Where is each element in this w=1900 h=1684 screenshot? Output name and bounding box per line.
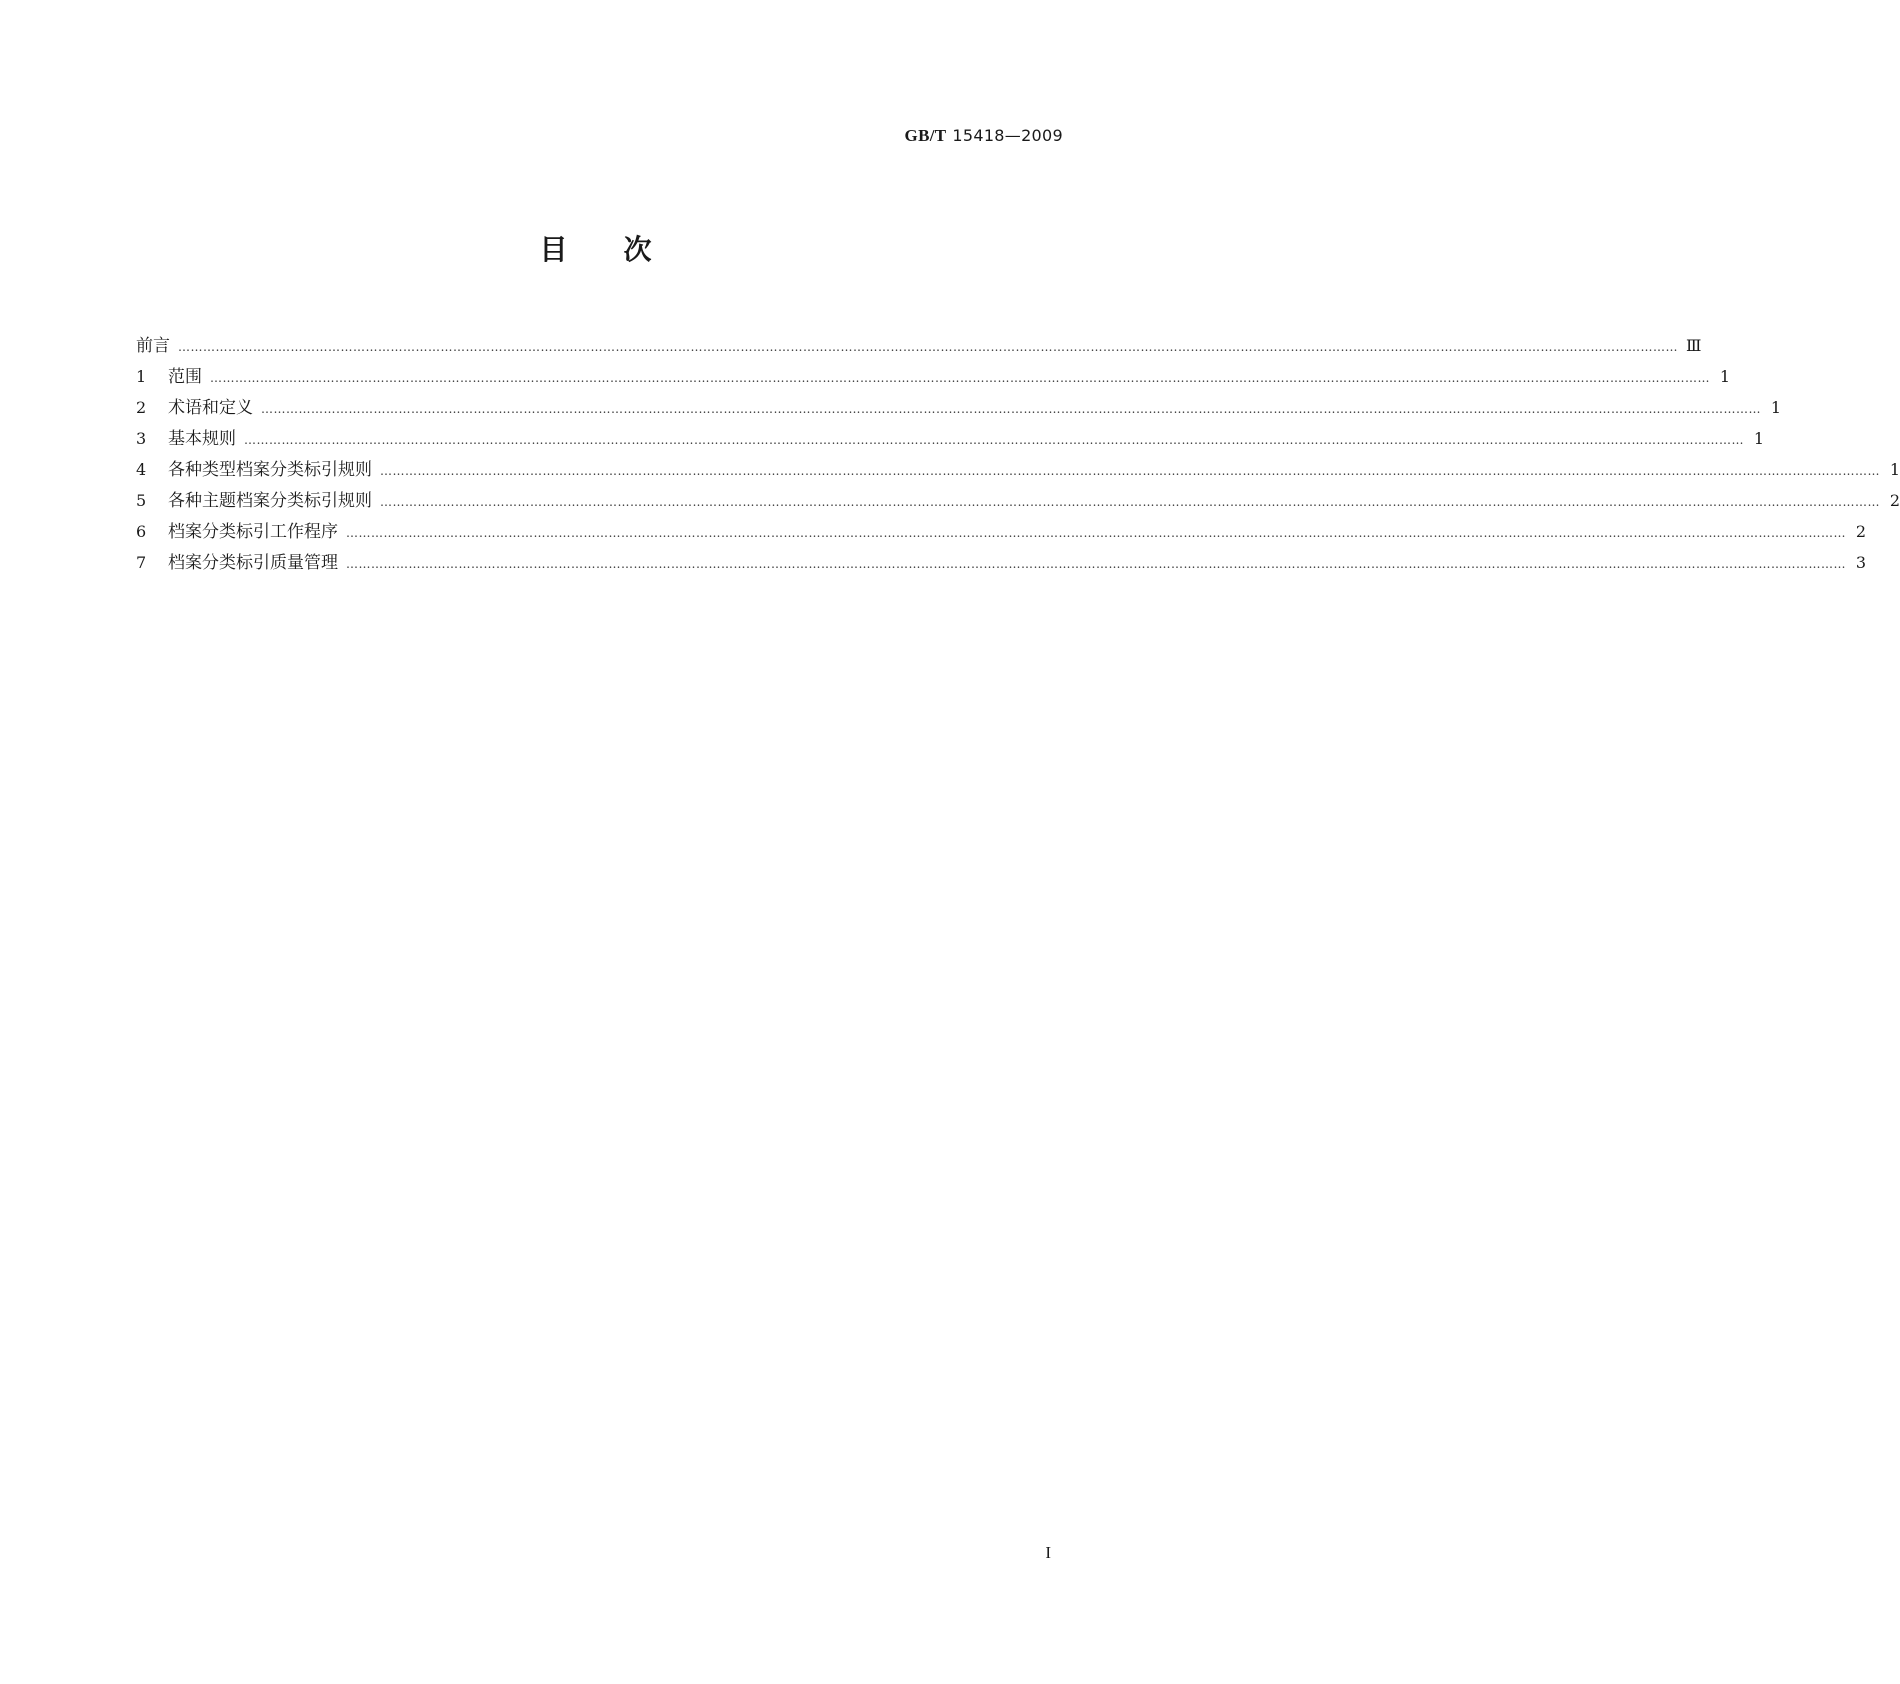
toc-leader-dots: ……………………………………………………………………………………………………………………………………………………………………………………………………………………………………………………………………………………………………………………………… <box>380 495 1880 509</box>
toc-entry-label: 前言 <box>136 336 170 356</box>
toc-entry-5[interactable] <box>136 486 1900 517</box>
toc-leader-dots: ……………………………………………………………………………………………………………………………………………………………………………………………………………………………………………………………………………………………………………………………… <box>346 526 1846 540</box>
toc-entry-number: 2 <box>136 398 147 417</box>
toc-entry-page: 1 <box>1770 398 1781 417</box>
standard-number: 15418—2009 <box>952 126 1063 145</box>
toc-entry-page: 2 <box>1855 522 1866 541</box>
toc-entry-7[interactable] <box>136 548 1866 579</box>
toc-entry-foreword[interactable] <box>136 331 1702 362</box>
toc-entry-3[interactable] <box>136 424 1764 455</box>
toc-leader-dots: ……………………………………………………………………………………………………………………………………………………………………………………………………………………………………………………………………………………………………………………………… <box>380 464 1880 478</box>
toc-leader-dots: ……………………………………………………………………………………………………………………………………………………………………………………………………………………………………………………………………………………………………………………………… <box>346 557 1846 571</box>
toc-entry-4[interactable] <box>136 455 1900 486</box>
toc-entry-2[interactable] <box>136 393 1781 424</box>
toc-leader-dots: ……………………………………………………………………………………………………………………………………………………………………………………………………………………………………………………………………………………………………………………………… <box>261 402 1761 416</box>
table-of-contents <box>136 331 1900 579</box>
toc-leader-dots: ……………………………………………………………………………………………………………………………………………………………………………………………………………………………………………………………………………………………………………………………… <box>210 371 1710 385</box>
toc-entry-number: 5 <box>136 491 147 510</box>
toc-leader-dots: ……………………………………………………………………………………………………………………………………………………………………………………………………………………………………………………………………………………………………………………………… <box>178 340 1678 354</box>
toc-entry-label: 档案分类标引质量管理 <box>168 553 338 573</box>
toc-entry-number: 7 <box>136 553 147 572</box>
toc-entry-number: 6 <box>136 522 147 541</box>
toc-entry-label: 各种主题档案分类标引规则 <box>168 491 372 511</box>
standard-code <box>905 126 1063 146</box>
toc-entry-label: 范围 <box>168 367 202 387</box>
toc-entry-page: 1 <box>1719 367 1730 386</box>
toc-entry-page: 3 <box>1855 553 1866 572</box>
toc-entry-number: 4 <box>136 460 147 479</box>
toc-entry-page: 2 <box>1889 491 1900 510</box>
toc-entry-page: 1 <box>1753 429 1764 448</box>
page-number: I <box>1045 1543 1051 1562</box>
toc-entry-label: 各种类型档案分类标引规则 <box>168 460 372 480</box>
page-title: 目次 <box>539 233 708 266</box>
toc-entry-page: 1 <box>1889 460 1900 479</box>
toc-entry-1[interactable] <box>136 362 1730 393</box>
standard-prefix: GB/T <box>904 126 947 145</box>
toc-entry-label: 术语和定义 <box>168 398 253 418</box>
toc-entry-label: 档案分类标引工作程序 <box>168 522 338 542</box>
toc-entry-page: Ⅲ <box>1686 336 1702 355</box>
toc-leader-dots: ……………………………………………………………………………………………………………………………………………………………………………………………………………………………………………………………………………………………………………………………… <box>244 433 1744 447</box>
toc-entry-label: 基本规则 <box>168 429 236 449</box>
toc-entry-number: 3 <box>136 429 147 448</box>
toc-entry-6[interactable] <box>136 517 1866 548</box>
toc-entry-number: 1 <box>136 367 147 386</box>
